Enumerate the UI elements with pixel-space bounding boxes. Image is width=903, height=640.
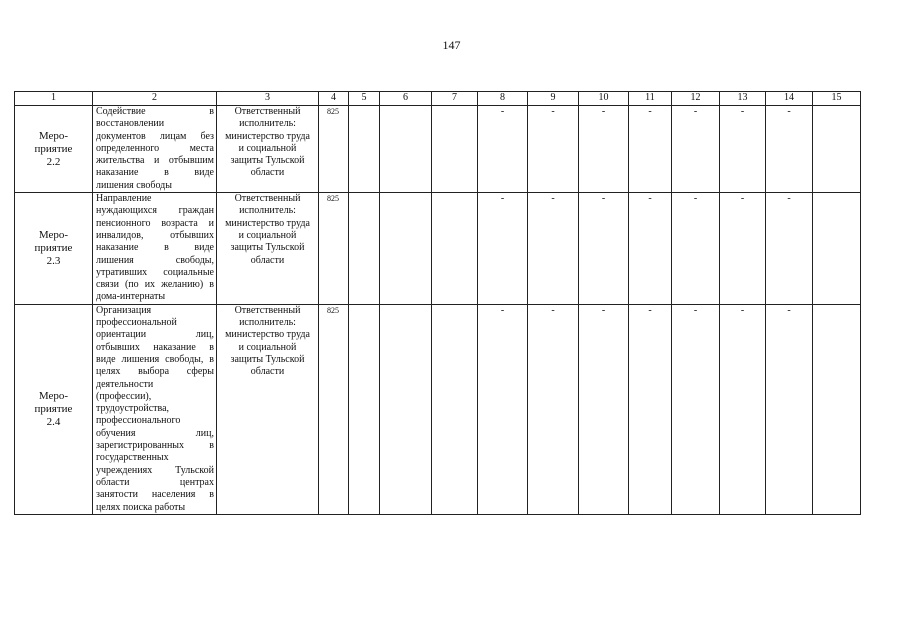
executor-line: Ответственный bbox=[234, 304, 301, 316]
budget-code: 825 bbox=[319, 106, 349, 193]
page-number: 147 bbox=[442, 38, 461, 52]
responsible-executor bbox=[217, 193, 319, 305]
description-line: виде лишения свободы, в bbox=[96, 353, 214, 365]
description-line: Направление bbox=[96, 193, 152, 205]
value-cell-col-5 bbox=[349, 304, 380, 514]
measure-description bbox=[93, 304, 217, 514]
column-header-5: 5 bbox=[349, 92, 380, 106]
column-header-4: 4 bbox=[319, 92, 349, 106]
description-line: области центрах bbox=[96, 476, 214, 488]
column-number-row bbox=[15, 92, 861, 106]
description-line: наказание в виде bbox=[96, 167, 214, 179]
value-cell-col-12: - bbox=[672, 304, 720, 514]
value-cell-col-11: - bbox=[629, 193, 672, 305]
description-line: трудоустройства, bbox=[96, 403, 170, 415]
value-cell-col-14: - bbox=[766, 106, 813, 193]
executor-line: исполнитель: bbox=[239, 317, 296, 329]
measure-label-line: 2.4 bbox=[46, 415, 61, 428]
description-line: профессионального bbox=[96, 415, 181, 427]
description-line: государственных bbox=[96, 452, 169, 464]
description-line: лишения свободы bbox=[96, 179, 172, 191]
executor-line: исполнитель: bbox=[239, 118, 296, 130]
value-cell-col-7 bbox=[432, 106, 478, 193]
value-cell-col-13: - bbox=[720, 304, 766, 514]
column-header-3: 3 bbox=[217, 92, 319, 106]
value-cell-col-11: - bbox=[629, 304, 672, 514]
value-cell-col-13: - bbox=[720, 193, 766, 305]
executor-line: министерство труда bbox=[225, 217, 310, 229]
value-cell-col-5 bbox=[349, 193, 380, 305]
description-line: восстановлении bbox=[96, 118, 165, 130]
description-line: дома-интернаты bbox=[96, 291, 166, 303]
executor-line: области bbox=[250, 167, 285, 179]
value-cell-col-6 bbox=[380, 106, 432, 193]
column-header-12: 12 bbox=[672, 92, 720, 106]
executor-line: Ответственный bbox=[234, 193, 301, 205]
executor-line: исполнитель: bbox=[239, 205, 296, 217]
value-cell-col-10: - bbox=[579, 304, 629, 514]
measure-label-line: Меро- bbox=[38, 129, 69, 142]
description-line: жительства и отбывшим bbox=[96, 155, 214, 167]
description-line: инвалидов, отбывших bbox=[96, 229, 214, 241]
value-cell-col-5 bbox=[349, 106, 380, 193]
executor-line: защиты Тульской bbox=[230, 155, 305, 167]
description-line: определенного места bbox=[96, 142, 214, 154]
measure-label-line: приятие bbox=[34, 142, 73, 155]
column-header-11: 11 bbox=[629, 92, 672, 106]
column-header-15: 15 bbox=[813, 92, 861, 106]
description-line: обучения лиц, bbox=[96, 427, 214, 439]
measure-label bbox=[15, 106, 93, 193]
value-cell-col-7 bbox=[432, 193, 478, 305]
value-cell-col-6 bbox=[380, 193, 432, 305]
value-cell-col-14: - bbox=[766, 304, 813, 514]
value-cell-col-15 bbox=[813, 193, 861, 305]
measures-table bbox=[14, 91, 861, 515]
budget-code: 825 bbox=[319, 193, 349, 305]
executor-line: и социальной bbox=[238, 229, 297, 241]
measure-label-line: 2.2 bbox=[46, 155, 61, 168]
measure-label-line: Меро- bbox=[38, 228, 69, 241]
measure-label bbox=[15, 304, 93, 514]
executor-line: и социальной bbox=[238, 142, 297, 154]
value-cell-col-12: - bbox=[672, 193, 720, 305]
value-cell-col-8: - bbox=[478, 304, 528, 514]
column-header-6: 6 bbox=[380, 92, 432, 106]
description-line: связи (по их желанию) в bbox=[96, 279, 214, 291]
value-cell-col-10: - bbox=[579, 193, 629, 305]
value-cell-col-7 bbox=[432, 304, 478, 514]
value-cell-col-15 bbox=[813, 106, 861, 193]
executor-line: министерство труда bbox=[225, 130, 310, 142]
measure-label bbox=[15, 193, 93, 305]
measure-label-line: приятие bbox=[34, 402, 73, 415]
column-header-13: 13 bbox=[720, 92, 766, 106]
executor-line: и социальной bbox=[238, 341, 297, 353]
responsible-executor bbox=[217, 106, 319, 193]
table-row bbox=[15, 193, 861, 305]
executor-line: области bbox=[250, 254, 285, 266]
description-line: профессиональной bbox=[96, 317, 177, 329]
description-line: пенсионного возраста и bbox=[96, 217, 214, 229]
value-cell-col-9: - bbox=[528, 304, 579, 514]
table-row bbox=[15, 304, 861, 514]
executor-line: министерство труда bbox=[225, 329, 310, 341]
description-line: занятости населения в bbox=[96, 489, 214, 501]
responsible-executor bbox=[217, 304, 319, 514]
column-header-7: 7 bbox=[432, 92, 478, 106]
value-cell-col-15 bbox=[813, 304, 861, 514]
column-header-1: 1 bbox=[15, 92, 93, 106]
budget-code: 825 bbox=[319, 304, 349, 514]
measure-description bbox=[93, 106, 217, 193]
measure-label-line: приятие bbox=[34, 241, 73, 254]
description-line: деятельности bbox=[96, 378, 154, 390]
value-cell-col-9: - bbox=[528, 193, 579, 305]
description-line: утративших социальные bbox=[96, 266, 214, 278]
description-line: учреждениях Тульской bbox=[96, 464, 214, 476]
description-line: целях выбора сферы bbox=[96, 366, 214, 378]
description-line: отбывших наказание в bbox=[96, 341, 214, 353]
value-cell-col-14: - bbox=[766, 193, 813, 305]
value-cell-col-9: - bbox=[528, 106, 579, 193]
value-cell-col-10: - bbox=[579, 106, 629, 193]
value-cell-col-12: - bbox=[672, 106, 720, 193]
executor-line: защиты Тульской bbox=[230, 242, 305, 254]
description-line: нуждающихся граждан bbox=[96, 205, 214, 217]
column-header-14: 14 bbox=[766, 92, 813, 106]
column-header-10: 10 bbox=[579, 92, 629, 106]
measure-description bbox=[93, 193, 217, 305]
description-line: целях поиска работы bbox=[96, 501, 186, 513]
executor-line: Ответственный bbox=[234, 106, 301, 117]
description-line: наказание в виде bbox=[96, 242, 214, 254]
executor-line: защиты Тульской bbox=[230, 353, 305, 365]
description-line: ориентации лиц, bbox=[96, 329, 214, 341]
value-cell-col-13: - bbox=[720, 106, 766, 193]
description-line: документов лицам без bbox=[96, 130, 214, 142]
measure-label-line: 2.3 bbox=[46, 254, 61, 267]
description-line: зарегистрированных в bbox=[96, 440, 214, 452]
column-header-2: 2 bbox=[93, 92, 217, 106]
description-line: лишения свободы, bbox=[96, 254, 214, 266]
column-header-9: 9 bbox=[528, 92, 579, 106]
value-cell-col-8: - bbox=[478, 193, 528, 305]
column-header-8: 8 bbox=[478, 92, 528, 106]
description-line: (профессии), bbox=[96, 390, 152, 402]
executor-line: области bbox=[250, 366, 285, 378]
description-line: Организация bbox=[96, 304, 152, 316]
value-cell-col-8: - bbox=[478, 106, 528, 193]
value-cell-col-6 bbox=[380, 304, 432, 514]
value-cell-col-11: - bbox=[629, 106, 672, 193]
measure-label-line: Меро- bbox=[38, 389, 69, 402]
description-line: Содействие в bbox=[96, 106, 214, 117]
table-row bbox=[15, 106, 861, 193]
